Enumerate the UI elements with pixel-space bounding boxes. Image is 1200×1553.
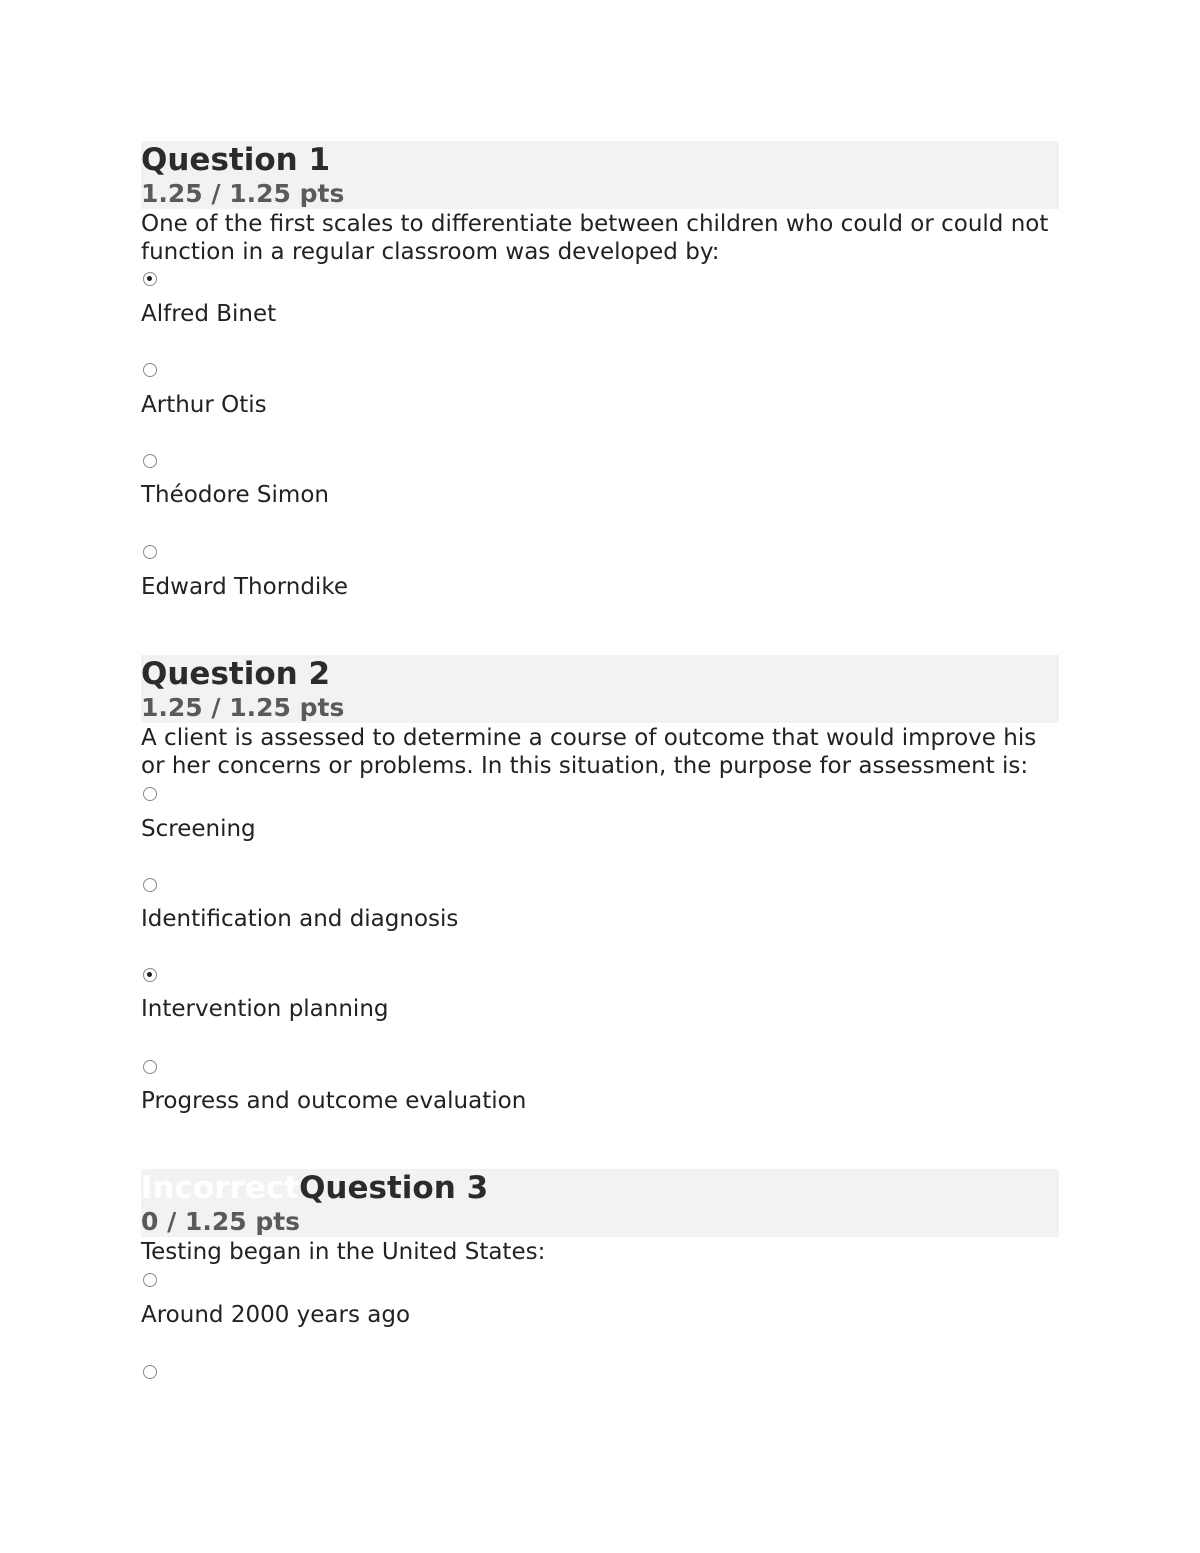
- answer-option[interactable]: [141, 453, 741, 513]
- answer-label: Alfred Binet: [141, 301, 277, 327]
- answer-option[interactable]: [141, 544, 741, 604]
- question-3: [141, 1169, 1059, 1328]
- question-points: 1.25 / 1.25 pts: [141, 179, 345, 208]
- question-title-line: [141, 655, 330, 693]
- question-points: 0 / 1.25 pts: [141, 1207, 301, 1236]
- radio-icon[interactable]: [143, 1060, 157, 1074]
- answer-option[interactable]: [141, 270, 741, 330]
- question-title-line: [141, 1169, 488, 1207]
- question-2: [141, 655, 1059, 1114]
- incorrect-label: Incorrect: [141, 1170, 300, 1206]
- answer-label: Progress and outcome evaluation: [141, 1088, 527, 1114]
- answer-option[interactable]: [141, 1059, 741, 1119]
- answer-option[interactable]: [141, 362, 741, 422]
- answer-option[interactable]: [141, 877, 741, 937]
- question-title-line: [141, 141, 330, 179]
- radio-icon[interactable]: [143, 787, 157, 801]
- question-title: Question 3: [299, 1170, 489, 1206]
- answer-label: Intervention planning: [141, 996, 389, 1022]
- answer-option[interactable]: [141, 1272, 741, 1332]
- question-title: Question 2: [141, 656, 331, 692]
- question-1: [141, 141, 1059, 600]
- answer-label: Around 2000 years ago: [141, 1302, 411, 1328]
- question-text: One of the first scales to differentiate between children who could or could not function in a regular classroom was developed by:: [141, 211, 1049, 265]
- question-header: [141, 1169, 1059, 1237]
- radio-icon[interactable]: [143, 878, 157, 892]
- question-text: A client is assessed to determine a course of outcome that would improve his or her concerns or problems. In this situation, the purpose for assessment is:: [141, 725, 1037, 779]
- radio-selected-icon[interactable]: [143, 968, 157, 982]
- answer-label: Identification and diagnosis: [141, 906, 459, 932]
- question-text: Testing began in the United States:: [141, 1239, 546, 1265]
- question-title: Question 1: [141, 142, 331, 178]
- answer-label: Edward Thorndike: [141, 574, 348, 600]
- answer-label: Screening: [141, 816, 256, 842]
- answer-option[interactable]: [141, 967, 741, 1027]
- question-header: [141, 655, 1059, 723]
- radio-icon[interactable]: [143, 545, 157, 559]
- radio-icon[interactable]: [143, 1273, 157, 1287]
- question-header: [141, 141, 1059, 209]
- answer-option[interactable]: [141, 786, 741, 846]
- answer-label: Arthur Otis: [141, 392, 267, 418]
- radio-icon[interactable]: [143, 1365, 157, 1379]
- radio-icon[interactable]: [143, 454, 157, 468]
- question-points: 1.25 / 1.25 pts: [141, 693, 345, 722]
- answer-option[interactable]: [141, 1364, 741, 1404]
- radio-icon[interactable]: [143, 363, 157, 377]
- radio-selected-icon[interactable]: [143, 272, 157, 286]
- answer-label: Théodore Simon: [141, 482, 329, 508]
